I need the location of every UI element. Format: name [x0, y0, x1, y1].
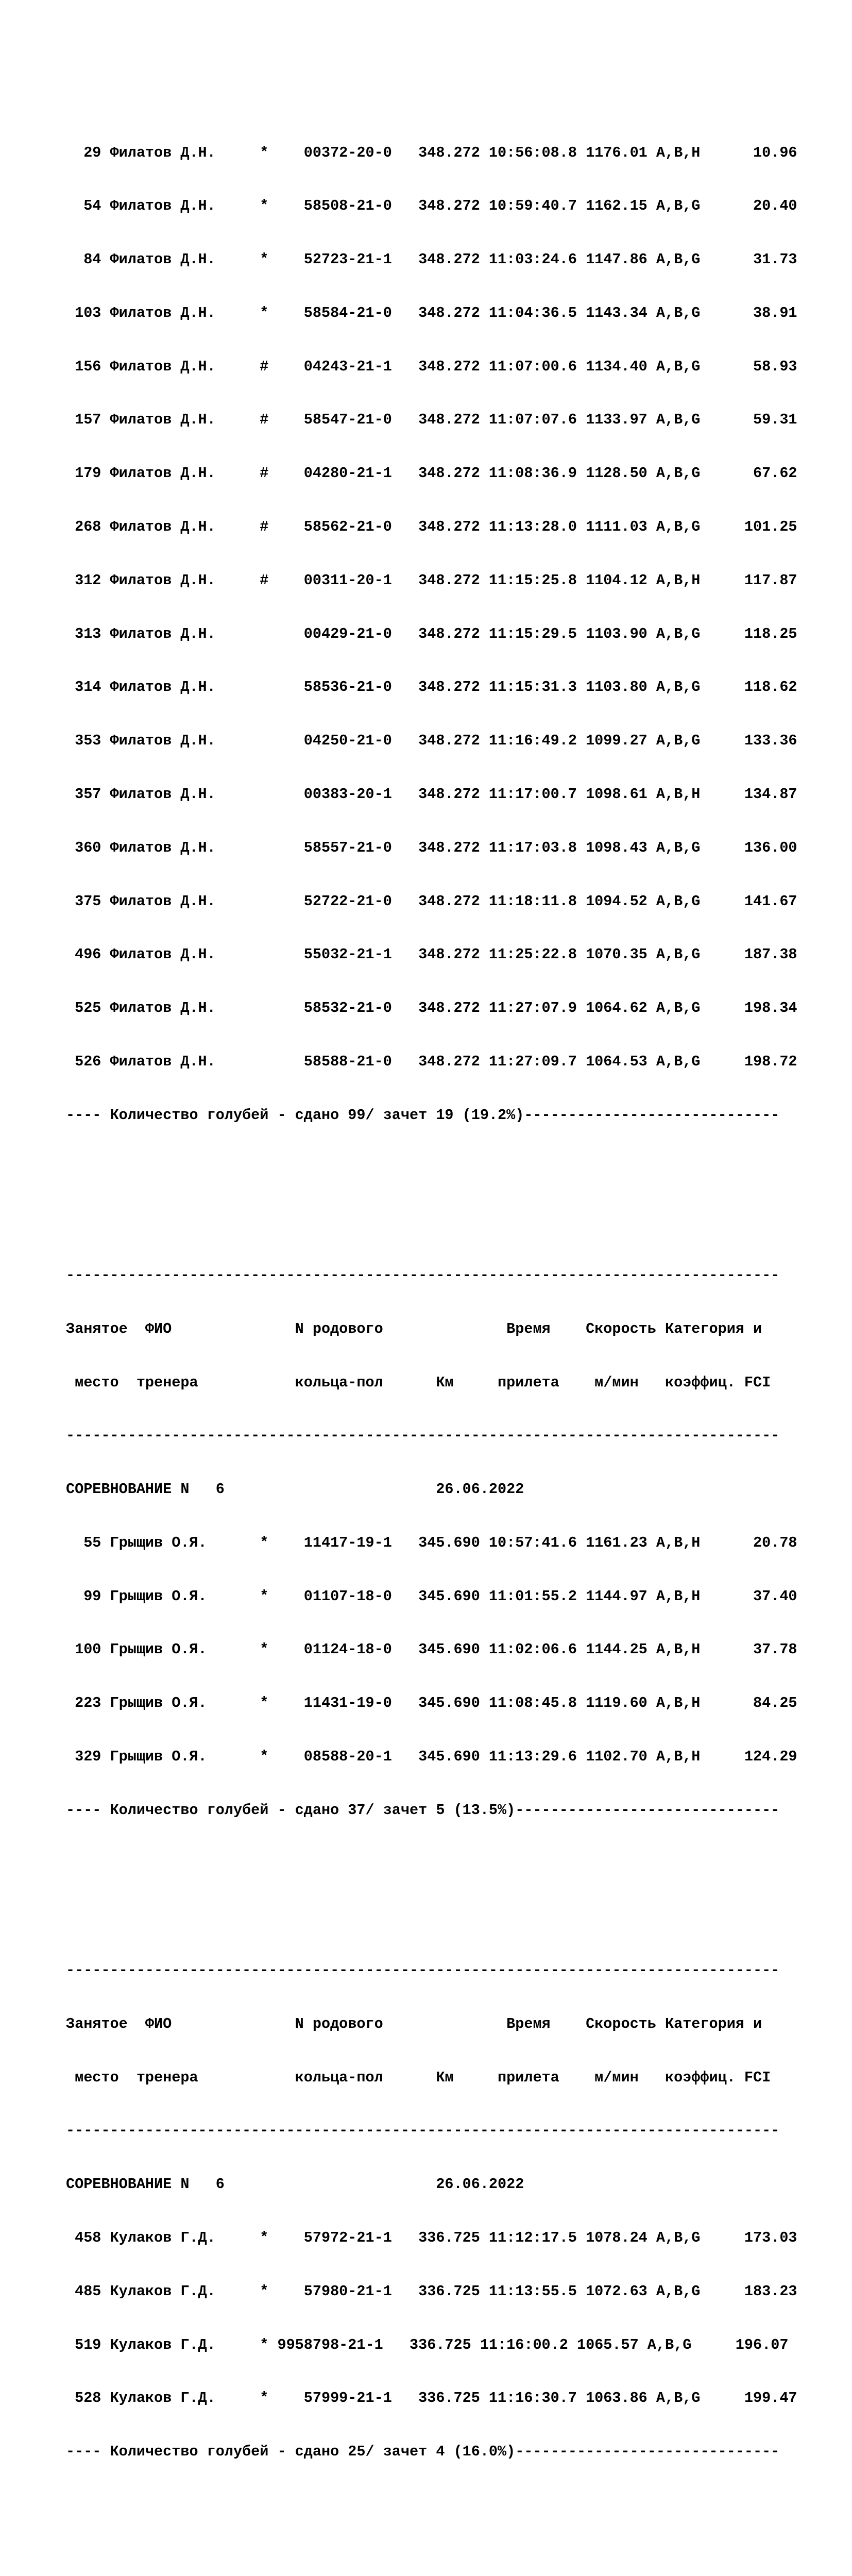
- table-row: 55 Грыщив О.Я. * 11417-19-1 345.690 10:57:41.6 1161.23 A,B,H 20.78: [66, 1534, 797, 1551]
- table-row: 100 Грыщив О.Я. * 01124-18-0 345.690 11:02:06.6 1144.25 A,B,H 37.78: [66, 1641, 797, 1658]
- section-kulakov: [66, 1926, 839, 2550]
- table-row: 526 Филатов Д.Н. 58588-21-0 348.272 11:27:09.7 1064.53 A,B,G 198.72: [66, 1053, 797, 1070]
- table-row: 99 Грыщив О.Я. * 01107-18-0 345.690 11:01:55.2 1144.97 A,B,H 37.40: [66, 1587, 797, 1605]
- table-row: 485 Кулаков Г.Д. * 57980-21-1 336.725 11:13:55.5 1072.63 A,B,G 183.23: [66, 2282, 797, 2300]
- table-row: 312 Филатов Д.Н. # 00311-20-1 348.272 11:15:25.8 1104.12 A,B,H 117.87: [66, 571, 797, 589]
- table-row: 84 Филатов Д.Н. * 52723-21-1 348.272 11:03:24.6 1147.86 A,B,G 31.73: [66, 251, 797, 268]
- table-row: 54 Филатов Д.Н. * 58508-21-0 348.272 10:59:40.7 1162.15 A,B,G 20.40: [66, 197, 797, 215]
- spacer: [66, 2497, 839, 2515]
- section-summary: ---- Количество голубей - сдано 25/ зачет 4 (16.0%)------------------------------: [66, 2443, 780, 2461]
- table-row: 360 Филатов Д.Н. 58557-21-0 348.272 11:17:03.8 1098.43 A,B,G 136.00: [66, 839, 797, 856]
- section-gryshchiv: [66, 1231, 839, 1855]
- table-row: 458 Кулаков Г.Д. * 57972-21-1 336.725 11:12:17.5 1078.24 A,B,G 173.03: [66, 2229, 797, 2247]
- table-row: 313 Филатов Д.Н. 00429-21-0 348.272 11:15:29.5 1103.90 A,B,G 118.25: [66, 625, 797, 642]
- table-row: 329 Грыщив О.Я. * 08588-20-1 345.690 11:13:29.6 1102.70 A,B,H 124.29: [66, 1748, 797, 1765]
- table-row: 519 Кулаков Г.Д. * 9958798-21-1 336.725 11:16:00.2 1065.57 A,B,G 196.07: [66, 2336, 789, 2353]
- rule-line: ---------------------------------------------------------------------------------: [66, 2122, 780, 2140]
- column-header-line-2: место тренера кольца-пол Км прилета м/мин коэффиц. FCI: [66, 2069, 771, 2086]
- competition-line: СОРЕВНОВАНИЕ N 6 26.06.2022: [66, 1481, 524, 1498]
- rule-line: ---------------------------------------------------------------------------------: [66, 1962, 780, 1979]
- section-summary: ---- Количество голубей - сдано 37/ зачет 5 (13.5%)------------------------------: [66, 1801, 780, 1819]
- table-row: 525 Филатов Д.Н. 58532-21-0 348.272 11:27:07.9 1064.62 A,B,G 198.34: [66, 999, 797, 1017]
- table-row: 357 Филатов Д.Н. 00383-20-1 348.272 11:17:00.7 1098.61 A,B,H 134.87: [66, 785, 797, 803]
- section-summary: ---- Количество голубей - сдано 99/ зачет 19 (19.2%)-----------------------------: [66, 1106, 780, 1124]
- column-header-line-1: Занятое ФИО N родового Время Скорость Категория и: [66, 1320, 762, 1337]
- table-row: 103 Филатов Д.Н. * 58584-21-0 348.272 11:04:36.5 1143.34 A,B,G 38.91: [66, 304, 797, 321]
- competition-line: СОРЕВНОВАНИЕ N 6 26.06.2022: [66, 2176, 524, 2193]
- column-header-line-2: место тренера кольца-пол Км прилета м/мин коэффиц. FCI: [66, 1374, 771, 1391]
- table-row: 528 Кулаков Г.Д. * 57999-21-1 336.725 11:16:30.7 1063.86 A,B,G 199.47: [66, 2389, 797, 2407]
- table-row: 29 Филатов Д.Н. * 00372-20-0 348.272 10:56:08.8 1176.01 A,B,H 10.96: [66, 144, 797, 161]
- rule-line: ---------------------------------------------------------------------------------: [66, 1266, 780, 1284]
- column-header-line-1: Занятое ФИО N родового Время Скорость Категория и: [66, 2015, 762, 2032]
- table-row: 179 Филатов Д.Н. # 04280-21-1 348.272 11:08:36.9 1128.50 A,B,G 67.62: [66, 465, 797, 482]
- results-document: [66, 37, 839, 2576]
- table-row: 268 Филатов Д.Н. # 58562-21-0 348.272 11:13:28.0 1111.03 A,B,G 101.25: [66, 518, 797, 536]
- table-row: 157 Филатов Д.Н. # 58547-21-0 348.272 11:07:07.6 1133.97 A,B,G 59.31: [66, 411, 797, 429]
- table-row: 223 Грыщив О.Я. * 11431-19-0 345.690 11:08:45.8 1119.60 A,B,H 84.25: [66, 1694, 797, 1712]
- table-row: 314 Филатов Д.Н. 58536-21-0 348.272 11:15:31.3 1103.80 A,B,G 118.62: [66, 679, 797, 696]
- rule-line: ---------------------------------------------------------------------------------: [66, 1427, 780, 1445]
- table-row: 353 Филатов Д.Н. 04250-21-0 348.272 11:16:49.2 1099.27 A,B,G 133.36: [66, 732, 797, 750]
- table-row: 496 Филатов Д.Н. 55032-21-1 348.272 11:25:22.8 1070.35 A,B,G 187.38: [66, 946, 797, 963]
- section-filatov: [66, 108, 839, 1160]
- table-row: 156 Филатов Д.Н. # 04243-21-1 348.272 11:07:00.6 1134.40 A,B,G 58.93: [66, 358, 797, 375]
- table-row: 375 Филатов Д.Н. 52722-21-0 348.272 11:18:11.8 1094.52 A,B,G 141.67: [66, 892, 797, 910]
